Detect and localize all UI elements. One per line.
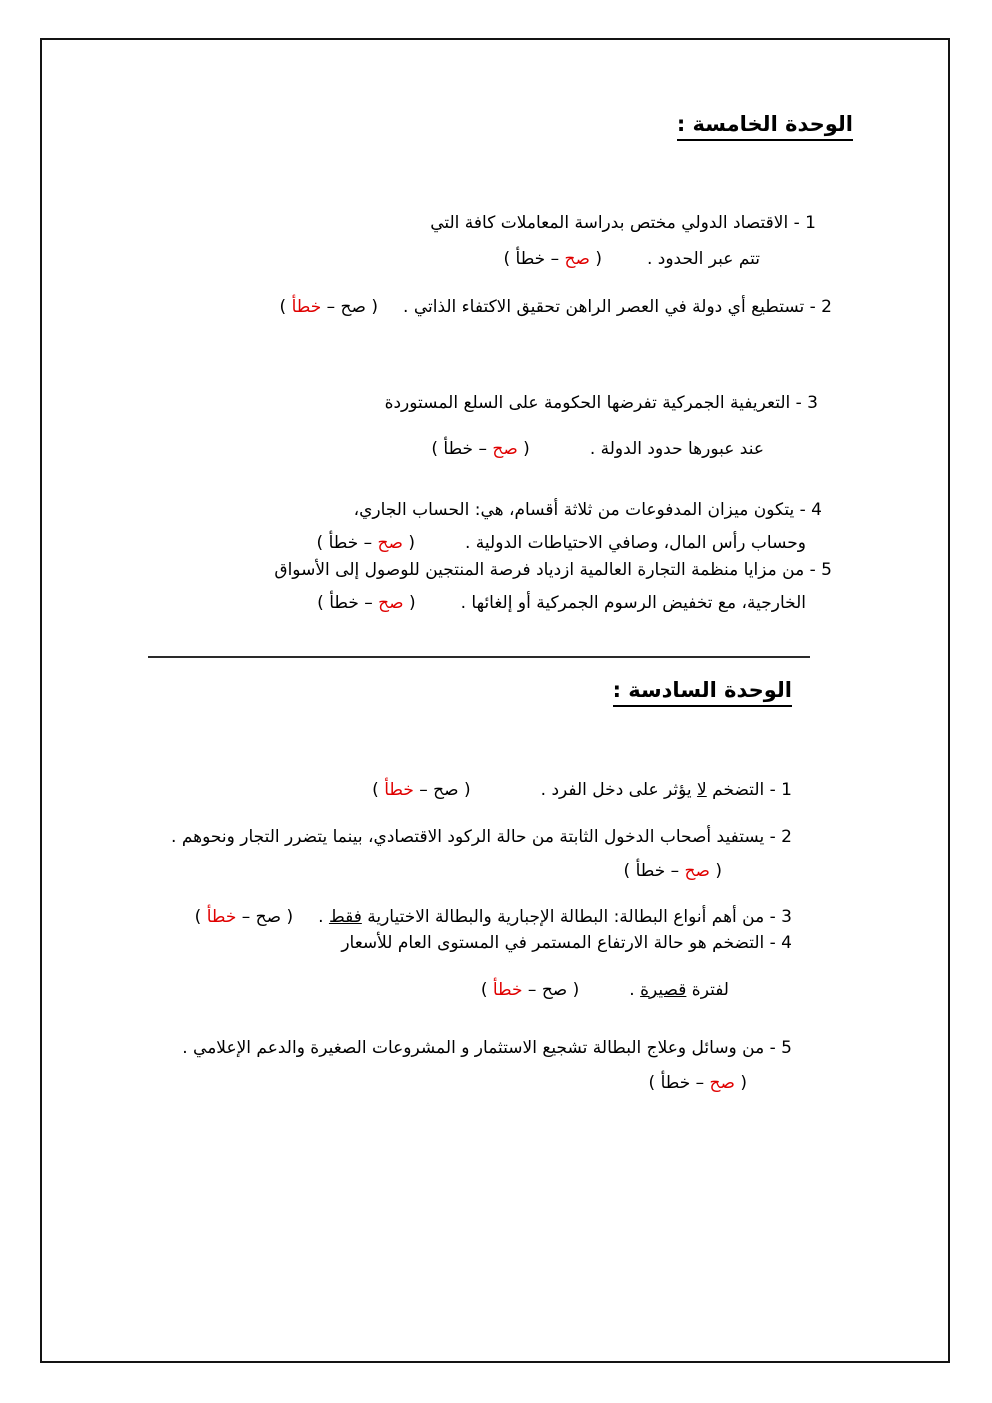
paren-close: ) <box>194 907 207 927</box>
section-divider <box>148 656 810 658</box>
unit5-q2-answer-options <box>280 297 378 317</box>
unit6-q2-line1: 2 - يستفيد أصحاب الدخول الثابتة من حالة الركود الاقتصادي، بينما يتضرر التجار ونحوهم . <box>171 827 792 847</box>
unit6-q3-line1 <box>195 906 792 929</box>
unit6-q4-text-post: . <box>629 980 641 1000</box>
option-sah: صح <box>255 907 282 927</box>
paren-open: ( <box>281 907 294 927</box>
option-khata: خطأ <box>291 297 322 317</box>
unit5-q2-line1 <box>280 296 832 319</box>
option-khata: خطأ <box>384 780 414 800</box>
option-khata: خطأ <box>660 1073 691 1093</box>
option-separator: – <box>321 297 341 317</box>
option-khata: خطأ <box>635 861 666 881</box>
paren-close: ) <box>317 593 330 613</box>
option-sah: صح <box>377 533 403 553</box>
unit6-q4-line2 <box>481 979 729 1002</box>
unit5-q4-line1: 4 - يتكون ميزان المدفوعات من ثلاثة أقسام، هي: الحساب الجاري، <box>353 500 822 520</box>
unit6-q5-line2 <box>649 1072 747 1095</box>
option-separator: – <box>358 533 378 553</box>
unit6-q1-underlined-word: لا <box>697 780 707 800</box>
unit6-title <box>613 678 792 707</box>
option-separator: – <box>522 980 542 1000</box>
spacer <box>602 263 647 264</box>
unit6-q4-answer-options <box>481 980 579 1000</box>
paren-open: ( <box>517 439 530 459</box>
unit6-q3-answer-options <box>195 907 293 927</box>
unit6-q4-underlined-word: قصيرة <box>640 980 687 1000</box>
unit5-q1-answer-options <box>504 249 602 269</box>
paren-open: ( <box>403 593 416 613</box>
paren-open: ( <box>709 861 722 881</box>
paren-open: ( <box>458 780 471 800</box>
page-border <box>40 38 950 1363</box>
paren-open: ( <box>734 1073 747 1093</box>
option-khata: خطأ <box>206 907 237 927</box>
paren-open: ( <box>402 533 415 553</box>
unit5-q5-line2-text: الخارجية، مع تخفيض الرسوم الجمركية أو إلغائها . <box>460 593 806 613</box>
unit5-title-text: الوحدة الخامسة : <box>677 112 853 141</box>
unit5-q2-text: 2 - تستطيع أي دولة في العصر الراهن تحقيق الاكتفاء الذاتي . <box>403 297 832 317</box>
unit5-q5-line2 <box>317 592 806 615</box>
paren-close: ) <box>316 533 329 553</box>
spacer <box>415 547 465 548</box>
unit5-q4-answer-options <box>317 533 415 553</box>
unit5-q3-answer-options <box>431 439 529 459</box>
paren-close: ) <box>648 1073 661 1093</box>
unit5-q1-line2 <box>504 248 761 271</box>
unit6-q1-text-pre: 1 - التضخم <box>706 780 792 800</box>
unit6-q4-line1: 4 - التضخم هو حالة الارتفاع المستمر في المستوى العام للأسعار <box>341 933 792 953</box>
unit5-q3-line2 <box>431 438 764 461</box>
option-sah: صح <box>709 1073 735 1093</box>
option-khata: خطأ <box>329 593 359 613</box>
option-khata: خطأ <box>443 439 474 459</box>
unit5-q3-line2-text: عند عبورها حدود الدولة . <box>589 439 764 459</box>
option-separator: – <box>413 780 434 800</box>
unit5-q5-line1: 5 - من مزايا منظمة التجارة العالمية ازدياد فرصة المنتجين للوصول إلى الأسواق <box>274 560 832 580</box>
option-separator: – <box>665 861 685 881</box>
option-sah: صح <box>340 297 366 317</box>
unit6-q1-answer-options <box>372 780 470 800</box>
spacer <box>530 453 590 454</box>
unit5-q4-line2 <box>317 532 806 555</box>
option-sah: صح <box>378 593 404 613</box>
option-khata: خطأ <box>515 249 546 269</box>
unit6-q1-line1 <box>372 779 792 802</box>
paren-open: ( <box>589 249 602 269</box>
paren-close: ) <box>503 249 516 269</box>
spacer <box>471 794 541 795</box>
paren-open: ( <box>365 297 379 317</box>
option-separator: – <box>358 593 379 613</box>
option-khata: خطأ <box>492 980 523 1000</box>
paren-open: ( <box>567 980 580 1000</box>
unit5-q5-answer-options <box>317 593 415 613</box>
unit6-title-text: الوحدة السادسة : <box>613 678 792 707</box>
unit6-q3-text-pre: 3 - من أهم أنواع البطالة: البطالة الإجبارية والبطالة الاختيارية <box>361 907 792 927</box>
option-khata: خطأ <box>328 533 359 553</box>
unit6-q3-underlined-word: فقط <box>328 907 362 927</box>
option-separator: – <box>473 439 493 459</box>
option-sah: صح <box>541 980 568 1000</box>
paren-close: ) <box>372 780 385 800</box>
option-sah: صح <box>684 861 710 881</box>
unit6-q3-text-post: . <box>318 907 329 927</box>
unit6-q5-line1: 5 - من وسائل وعلاج البطالة تشجيع الاستثمار و المشروعات الصغيرة والدعم الإعلامي . <box>182 1038 792 1058</box>
paren-close: ) <box>480 980 493 1000</box>
unit5-q3-line1: 3 - التعريفية الجمركية تفرضها الحكومة على السلع المستوردة <box>384 393 818 413</box>
spacer <box>416 607 461 608</box>
unit5-title <box>677 112 853 141</box>
paren-close: ) <box>279 297 292 317</box>
unit5-q4-line2-text: وحساب رأس المال، وصافي الاحتياطات الدولية . <box>465 533 806 553</box>
option-sah: صح <box>492 439 518 459</box>
option-sah: صح <box>433 780 459 800</box>
option-sah: صح <box>564 249 590 269</box>
spacer <box>378 311 403 312</box>
unit5-q1-line1: 1 - الاقتصاد الدولي مختص بدراسة المعاملات كافة التي <box>430 213 816 233</box>
unit6-q2-answer-options <box>624 861 722 881</box>
unit6-q2-line2 <box>624 860 722 883</box>
unit5-q1-line2-text: تتم عبر الحدود . <box>646 249 760 269</box>
unit6-q1-text-post: يؤثر على دخل الفرد . <box>540 780 698 800</box>
unit6-q5-answer-options <box>649 1073 747 1093</box>
paren-close: ) <box>623 861 636 881</box>
option-separator: – <box>690 1073 710 1093</box>
unit6-q4-text-pre: لفترة <box>686 980 729 1000</box>
option-separator: – <box>545 249 565 269</box>
option-separator: – <box>236 907 256 927</box>
spacer <box>293 921 318 922</box>
paren-close: ) <box>431 439 444 459</box>
spacer <box>579 994 629 995</box>
